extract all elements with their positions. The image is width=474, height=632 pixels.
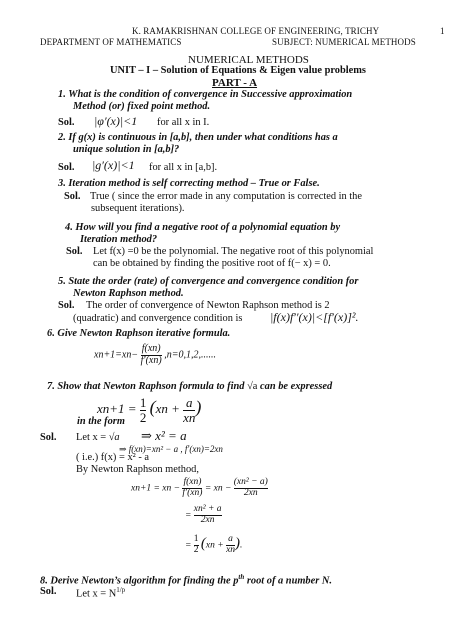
q7-step2-den: 2xn	[194, 515, 222, 526]
q7-step1-frac	[182, 478, 202, 499]
q6-numerator: f(xn)	[141, 343, 161, 354]
doc-title: NUMERICAL METHODS	[188, 54, 309, 66]
q4-line1: 4. How will you find a negative root of a polynomial equation by	[65, 222, 341, 233]
q7-implies: ⇒ x² = a	[141, 428, 187, 443]
q3-text2: subsequent iterations).	[91, 203, 185, 214]
q7-formula-lhs: xn+1 =	[97, 401, 137, 417]
q5-math: |f(x)f′′(x)|<[f′(x)]².	[270, 310, 359, 324]
college-name: K. RAMAKRISHNAN COLLEGE OF ENGINEERING, TRICHY	[132, 26, 380, 36]
q4-text1: Let f(x) =0 be the polynomial. The negative root of this polynomial	[93, 246, 374, 257]
q7-step3: = $\frac{1}{2}$ (xn + $\frac{a}{xn}$ ).	[185, 534, 243, 555]
q7-sol: Sol.	[40, 432, 57, 443]
q7-step3-a-num: a	[228, 534, 233, 544]
q8-sup: th	[238, 573, 245, 581]
q2-text: for all x in [a,b].	[149, 162, 218, 173]
q5-text1: The order of convergence of Newton Raphson method is 2	[86, 300, 330, 311]
q7-a-over-x	[183, 396, 195, 424]
q7-half	[140, 396, 147, 424]
q7-paren-x: xn +	[155, 401, 180, 417]
q6-fraction	[141, 344, 162, 366]
unit-title: UNIT – I – Solution of Equations & Eigen value problems	[110, 65, 366, 76]
q7-step1-den: f′(xn)	[182, 487, 203, 498]
page-number: 1	[440, 26, 445, 36]
q7-step2-num: xn² + a	[193, 504, 222, 514]
q7-half-den: 2	[139, 409, 147, 425]
q7-step1-den2: 2xn	[234, 488, 268, 499]
q7-line1	[47, 381, 332, 392]
q7-step3-a-den: xn	[226, 544, 236, 555]
q1-math	[94, 114, 137, 129]
q5-line1: 5. State the order (rate) of convergence and convergence condition for	[58, 276, 359, 287]
q7-step2-frac	[194, 505, 222, 526]
q7-a-den: xn	[183, 409, 196, 425]
q7-ie: ( i.e.) f(x) = x² - a	[76, 452, 150, 463]
part-title: PART - A	[212, 77, 258, 89]
q8-line1	[40, 573, 332, 586]
q1-math-expr: |φ′(x)|<1	[94, 114, 138, 128]
q7-step1	[131, 478, 268, 499]
q6-lhs: xn+1=xn−	[94, 349, 139, 361]
q4-line2: Iteration method?	[80, 234, 158, 245]
q2-line1: 2. If g(x) is continuous in [a,b], then under what conditions has a	[58, 132, 338, 143]
q8-exponent: 1/p	[116, 586, 126, 594]
q3-sol: Sol.	[64, 191, 81, 202]
q5-sol: Sol.	[58, 300, 75, 311]
q7-step1-num: f(xn)	[183, 477, 202, 487]
q8-text	[76, 586, 125, 599]
subject: SUBJECT: NUMERICAL METHODS	[272, 37, 416, 47]
q6-denominator: f′(xn)	[140, 354, 162, 366]
q6-tail: ,n=0,1,2,......	[164, 349, 216, 361]
q7-half-num: 1	[139, 395, 147, 410]
q2-line2: unique solution in [a,b]?	[73, 144, 180, 155]
q7-deriv: ⇒ f(xn)=xn² − a , f′(xn)=2xn	[119, 444, 223, 454]
q8-line1-end: root of a number N.	[244, 575, 332, 587]
q7-step3-half-num: 1	[193, 534, 199, 544]
q7-a-num: a	[186, 395, 193, 410]
q7-line2: in the form	[77, 416, 125, 427]
q2-math	[92, 158, 135, 173]
q4-sol: Sol.	[66, 246, 83, 257]
q7-step1-frac2	[234, 478, 268, 499]
q7-step2: = $\frac{\text{xn² + a}}{2xn}$	[185, 504, 222, 525]
q1-sol: Sol.	[58, 117, 75, 128]
q7-line1-text: 7. Show that Newton Raphson formula to find	[47, 381, 245, 392]
q7-step3-half-den: 2	[193, 544, 199, 555]
q8-let: Let x = N	[76, 588, 117, 600]
q7-sqrt-a: √a	[247, 381, 258, 392]
q7-let-text: Let x =	[76, 432, 107, 443]
q2-math-expr: |g′(x)|<1	[92, 158, 135, 172]
q3-text1: True ( since the error made in any computation is corrected in the	[90, 191, 362, 202]
q7-formula: xn+1 = $\frac{1}{2}$ (xn + $\frac{a}{xn}$ )	[97, 395, 202, 425]
q7-step3-paren: xn +	[205, 540, 224, 551]
q7-step3-a-over-x	[226, 535, 235, 556]
q7-line1-end: can be expressed	[260, 381, 333, 392]
q2-sol: Sol.	[58, 162, 75, 173]
q1-line2: Method (or) fixed point method.	[73, 101, 211, 112]
q7-step1-mid: = xn −	[204, 483, 232, 494]
q7-let-rhs: √a	[108, 432, 120, 443]
q7-step1-lhs: xn+1 = xn −	[131, 483, 181, 494]
department: DEPARTMENT OF MATHEMATICS	[40, 37, 182, 47]
q6-formula	[94, 344, 216, 366]
q8-sol: Sol.	[40, 586, 57, 597]
q7-step1-num2: (xn² − a)	[233, 477, 268, 487]
q7-step3-half	[194, 535, 199, 556]
q8-line1-text: 8. Derive Newton’s algorithm for finding the p	[40, 575, 239, 587]
q5-line2: Newton Raphson method.	[73, 288, 184, 299]
q3-line1: 3. Iteration method is self correcting method – True or False.	[58, 178, 320, 189]
q1-text: for all x in I.	[157, 117, 210, 128]
q6-line1: 6. Give Newton Raphson iterative formula.	[47, 328, 231, 339]
q7-let	[76, 432, 120, 443]
q1-line1: 1. What is the condition of convergence in Successive approximation	[58, 89, 353, 100]
q4-text2: can be obtained by finding the positive root of f(− x) = 0.	[93, 258, 331, 269]
q5-text2: (quadratic) and convergence condition is	[73, 313, 243, 324]
q7-by: By Newton Raphson method,	[76, 464, 199, 475]
